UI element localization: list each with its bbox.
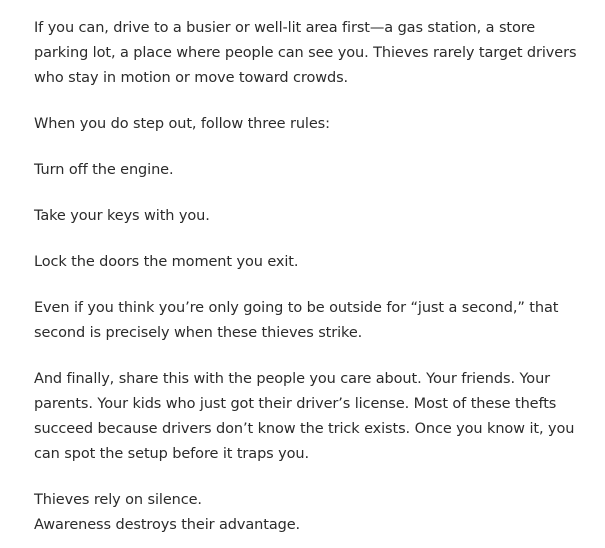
- article-body: [34, 16, 584, 538]
- closing-line-silence: Thieves rely on silence.: [34, 492, 202, 508]
- closing-line-awareness: Awareness destroys their advantage.: [34, 517, 301, 533]
- paragraph-just-a-second: Even if you think you’re only going to be outside for “just a second,” that second is precisely when these thieves strike.: [34, 300, 559, 341]
- paragraph-closing: [34, 488, 584, 538]
- paragraph-rule-keys: Take your keys with you.: [34, 208, 210, 224]
- paragraph-three-rules-intro: When you do step out, follow three rules:: [34, 116, 330, 132]
- paragraph-busier-area: If you can, drive to a busier or well-lit area first—a gas station, a store parking lot, a place where people can see you. Thieves rarely target drivers who stay in motion or move toward crowds.: [34, 20, 577, 86]
- paragraph-share: And finally, share this with the people you care about. Your friends. Your parents. Your kids who just got their driver’s license. Most of these thefts succeed because drivers don’t know the trick exists. Once you know it, you can spot the setup before it traps you.: [34, 371, 575, 462]
- paragraph-rule-engine: Turn off the engine.: [34, 162, 174, 178]
- paragraph-rule-lock: Lock the doors the moment you exit.: [34, 254, 299, 270]
